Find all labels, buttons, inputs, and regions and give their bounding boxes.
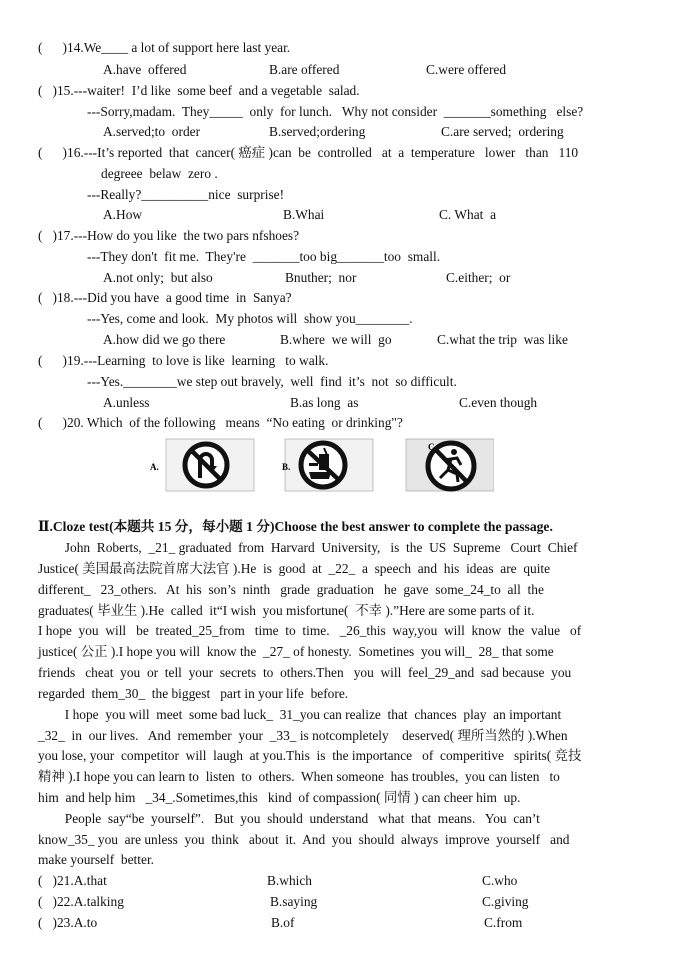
passage-line: different_ 23_others. At his son’s ninth grade graduation he gave some_24_to all the [38, 582, 544, 597]
passage-line: make yourself better. [38, 852, 155, 867]
q21-option-a: ( )21.A.that [38, 873, 107, 888]
passage-line: him and help him _34_.Sometimes,this kind of compassion( 同情 ) can cheer him up. [38, 790, 521, 805]
q21-option-b: B.which [267, 873, 313, 888]
sign-c-label: C. [428, 442, 437, 452]
q18-stem: ( )18.---Did you have a good time in Sanya? [38, 290, 292, 305]
q16-reply: ---Really?__________nice surprise! [87, 187, 285, 202]
passage-line: know_35_ you are unless you think about it. And you should always improve yourself and [38, 832, 570, 847]
q23-option-c: C.from [484, 915, 523, 930]
q19-option-c: C.even though [459, 395, 538, 410]
cloze-heading: Ⅱ.Cloze test(本题共 15 分，每小题 1 分)Choose the best answer to complete the passage. [38, 519, 553, 534]
sign-a-label: A. [150, 462, 159, 472]
q22-option-c: C.giving [482, 894, 529, 909]
passage-line: People say“be yourself”. But you should understand what that means. You can’t [38, 811, 540, 826]
q16-stem: ( )16.---It’s reported that cancer( 癌症 )can be controlled at a temperature lower than 110 [38, 145, 579, 160]
q18-option-c: C.what the trip was like [437, 332, 568, 347]
no-eating-drinking-sign-icon [285, 439, 373, 491]
q17-option-a: A.not only; but also [103, 270, 213, 285]
q16-option-c: C. What a [439, 207, 497, 222]
q15-stem: ( )15.---waiter! I’d like some beef and a vegetable salad. [38, 83, 360, 98]
q15-option-b: B.served;ordering [269, 124, 366, 139]
q19-reply: ---Yes.________we step out bravely, well find it’s not so difficult. [87, 374, 457, 389]
passage-line: I hope you will be treated_25_from time to time. _26_this way,you will know the value of [38, 623, 582, 638]
q16-option-a: A.How [103, 207, 143, 222]
q14-option-a: A.have offered [103, 62, 187, 77]
passage-line: friends cheat you or tell your secrets to others.Then you will feel_29_and sad because you [38, 665, 572, 680]
passage-line: you lose, your competitor will laugh at you.This is the importance of comperitive spirits( 竞技 [38, 748, 582, 763]
q20-stem: ( )20. Which of the following means “No eating or drinking"? [38, 415, 403, 430]
q19-option-a: A.unless [103, 395, 150, 410]
q14-stem: ( )14.We____ a lot of support here last year. [38, 40, 291, 55]
passage-line: graduates( 毕业生 ).He called it“I wish you misfortune( 不幸 ).”Here are some parts of it. [38, 603, 535, 618]
q23-option-a: ( )23.A.to [38, 915, 98, 930]
passage-line: regarded them_30_ the biggest part in your life before. [38, 686, 349, 701]
q18-reply: ---Yes, come and look. My photos will show you________. [87, 311, 413, 326]
q20-sign-images [148, 438, 494, 493]
q15-option-a: A.served;to order [103, 124, 201, 139]
passage-line: Justice( 美国最高法院首席大法官 ).He is good at _22_ a speech and his ideas are quite [38, 561, 551, 576]
q17-stem: ( )17.---How do you like the two pars nfshoes? [38, 228, 300, 243]
passage-line: 精神 ).I hope you can learn to listen to others. When someone has troubles, you can listen to [38, 769, 560, 784]
q21-option-c: C.who [482, 873, 518, 888]
passage-line: John Roberts, _21_ graduated from Harvard University, is the US Supreme Court Chief [38, 540, 578, 555]
q14-option-c: C.were offered [426, 62, 507, 77]
q14-option-b: B.are offered [269, 62, 340, 77]
no-u-turn-sign-icon [166, 439, 254, 491]
passage-line: _32_ in our lives. And remember your _33_ is notcompletely deserved( 理所当然的 ).When [38, 728, 568, 743]
q15-option-c: C.are served; ordering [441, 124, 564, 139]
q17-option-c: C.either; or [446, 270, 511, 285]
q19-option-b: B.as long as [290, 395, 359, 410]
q17-reply: ---They don't fit me. They're _______too big_______too small. [87, 249, 441, 264]
sign-b-label: B. [282, 462, 291, 472]
passage-line: justice( 公正 ).I hope you will know the _27_ of honesty. Sometines you will_ 28_ that some [38, 644, 554, 659]
q22-option-a: ( )22.A.talking [38, 894, 124, 909]
q16-option-b: B.Whai [283, 207, 325, 222]
passage-line: I hope you will meet some bad luck_ 31_you can realize that chances play an important [38, 707, 562, 722]
no-running-sign-icon [406, 439, 494, 491]
q22-option-b: B.saying [270, 894, 318, 909]
q16-stem-continued: degreee belaw zero . [101, 166, 218, 181]
q18-option-a: A.how did we go there [103, 332, 226, 347]
q18-option-b: B.where we will go [280, 332, 392, 347]
q19-stem: ( )19.---Learning to love is like learning to walk. [38, 353, 329, 368]
q15-reply: ---Sorry,madam. They_____ only for lunch. Why not consider _______something else? [87, 104, 584, 119]
q23-option-b: B.of [271, 915, 295, 930]
q17-option-b: Bnuther; nor [285, 270, 357, 285]
